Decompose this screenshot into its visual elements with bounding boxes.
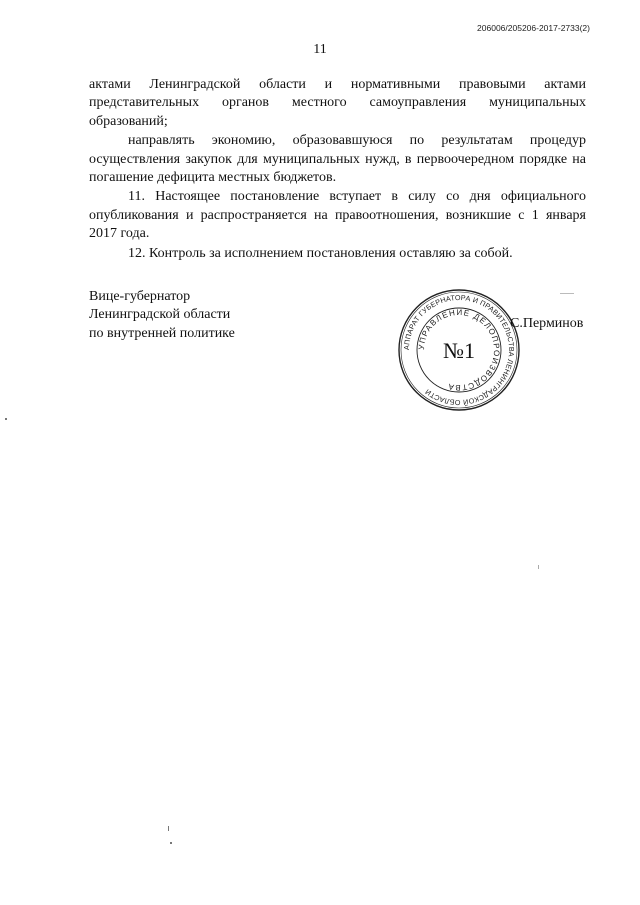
signatory-name: С.Перминов — [510, 316, 584, 331]
signatory-title-line: Ленинградской области — [89, 307, 231, 323]
seal-outer-text: АППАРАТ ГУБЕРНАТОРА И ПРАВИТЕЛЬСТВА ЛЕНИНГРАДСКОЙ ОБЛАСТИ — [401, 292, 517, 408]
paragraph-savings: направлять экономию, образовавшуюся по результатам процедур осуществления закупок для муниципальных нужд, в первоочередном порядке на погашение дефицита местных бюджетов. — [89, 133, 586, 186]
scan-mark — [168, 826, 169, 831]
document-id: 206006/205206-2017-2733(2) — [477, 23, 590, 33]
official-seal — [396, 287, 522, 413]
paragraph-item-12: 12. Контроль за исполнением постановления оставляю за собой. — [128, 245, 513, 261]
seal-inner-text: УПРАВЛЕНИЕ ДЕЛОПРОИЗВОДСТВА — [416, 307, 502, 393]
page-number: 11 — [313, 42, 327, 57]
signatory-title-line: по внутренней политике — [89, 325, 235, 341]
scan-mark — [560, 293, 574, 294]
paragraph-continuation: актами Ленинградской области и нормативными правовыми актами представительных органов местного самоуправления муниципальных образований; — [89, 77, 586, 129]
seal-number: №1 — [443, 338, 475, 363]
scan-mark — [170, 842, 172, 844]
body-text — [89, 76, 586, 264]
signatory-title — [89, 288, 235, 343]
scan-mark — [538, 565, 539, 569]
scan-mark — [5, 418, 7, 420]
signatory-title-line: Вице-губернатор — [89, 289, 191, 304]
paragraph-item-11: 11. Настоящее постановление вступает в силу со дня официального опубликования и распространяется на правоотношения, возникшие с 1 января 2017 года. — [89, 189, 586, 242]
